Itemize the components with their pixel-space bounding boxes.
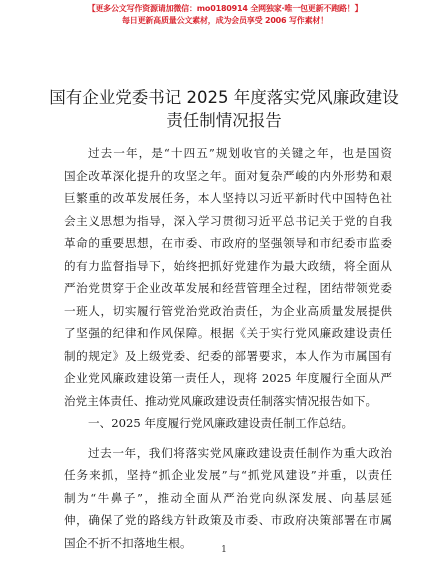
paragraph1-line: 一班人，切实履行管党治党政治责任，为企业高质量发展提供 [64,303,392,318]
promo-banner-line1: 【更多公文写作资源请加微信：mo0180914 全网独家·唯一包更新不跑路！】 [87,4,363,13]
document-title-line1: 国有企业党委书记 2025 年度落实党风廉政建设 [49,88,399,107]
paragraph2-line: 伸，确保了党的路线方针政策及市委、市政府决策部署在市属 [64,513,392,527]
page-number: 1 [221,545,227,555]
section-heading: 一、2025 年度履行党风廉政建设责任制工作总结。 [88,416,354,430]
document-title-line2: 责任制情况报告 [166,111,282,130]
paragraph1-line: 制的规定》及上级党委、纪委的部署要求，本人作为市属国有 [64,348,392,363]
paragraph1-line: 的有力监督指导下，始终把抓好党建作为最大政绩，将全面从 [64,258,392,273]
paragraph2-line: 国企不折不扣落地生根。 [64,535,192,550]
paragraph1-line: 企业党风廉政建设第一责任人，现将 2025 年度履行全面从严 [64,371,392,385]
paragraph1-line: 严治党贯穿于企业改革发展和经营管理全过程，团结带领党委 [64,281,392,295]
promo-banner-line2: 每日更新高质量公文素材，成为会员享受 2006 写作素材！ [121,16,329,25]
paragraph1-line: 革命的重要思想，在市委、市政府的坚强领导和市纪委市监委 [64,236,392,250]
document-body [64,142,392,554]
paragraph1-line: 了坚强的纪律和作风保障。根据《关于实行党风廉政建设责任 [64,326,392,340]
section-gap [64,435,392,442]
paragraph2-line: 过去一年，我们将落实党风廉政建设责任制作为重大政治 [88,445,392,460]
paragraph1-line: 会主义思想为指导，深入学习贯彻习近平总书记关于党的自我 [64,213,392,228]
paragraph1-line: 过去一年，是“十四五”规划收官的关键之年，也是国资 [88,146,392,160]
paragraph1-line: 巨繁重的改革发展任务，本人坚持以习近平新时代中国特色社 [64,191,392,205]
paragraph1-line: 治党主体责任、推动党风廉政建设责任制落实情况报告如下。 [64,393,378,408]
paragraph1-line: 国企改革深化提升的攻坚之年。面对复杂严峻的内外形势和艰 [64,168,392,183]
paragraph2-line: 任务来抓，坚持“抓企业发展”与“抓党风建设”并重，以责任 [64,468,392,482]
paragraph2-line: 制为“牛鼻子”，推动全面从严治党向纵深发展、向基层延 [64,490,392,505]
